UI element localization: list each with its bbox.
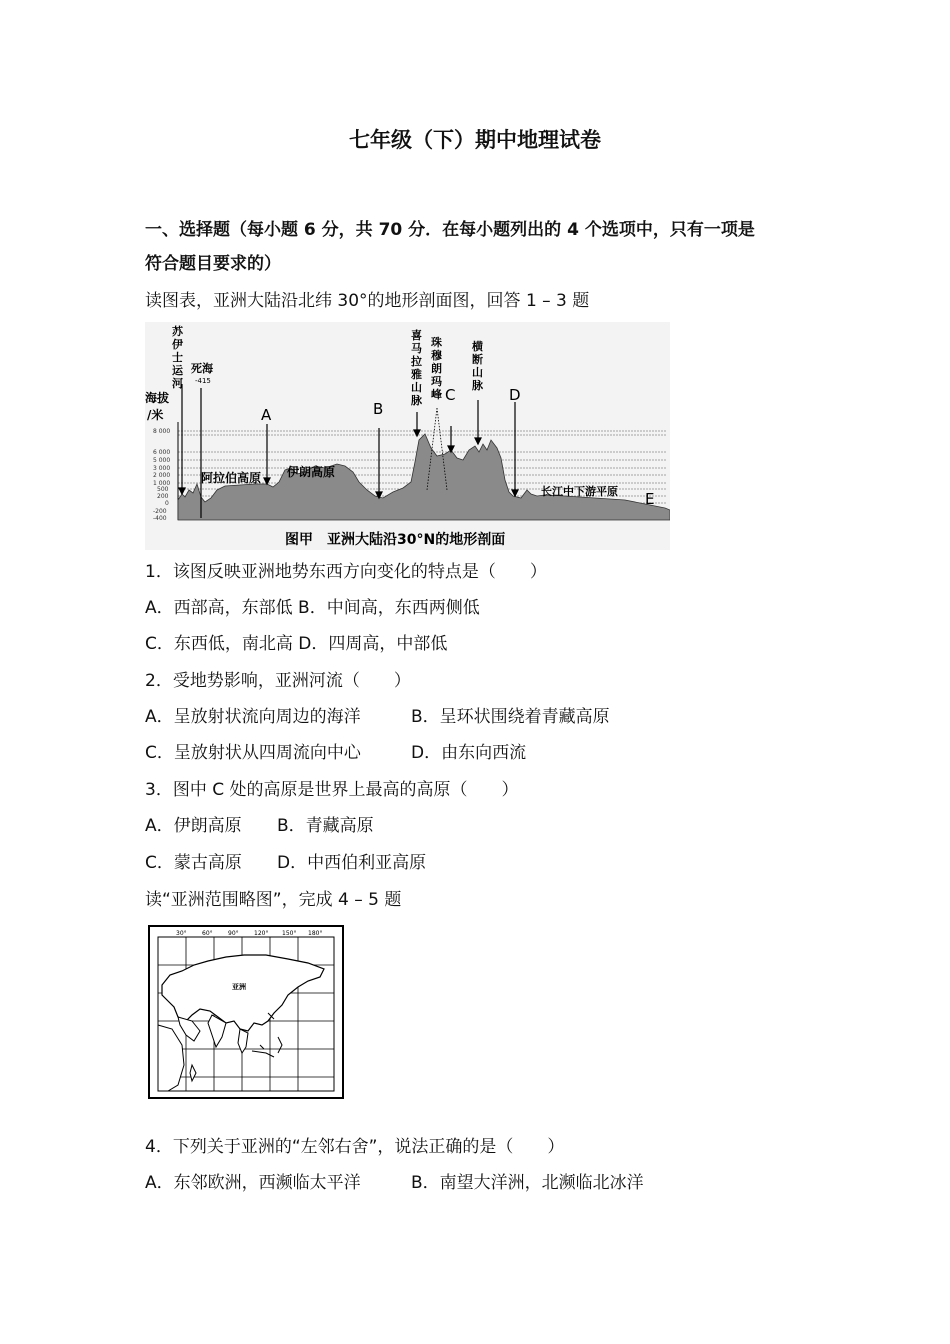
svg-text:伊: 伊 (172, 338, 183, 351)
svg-text:山: 山 (411, 381, 422, 394)
q4-options-ab (145, 1172, 644, 1194)
intro-text-1: 读图表，亚洲大陆沿北纬 30°的地形剖面图，回答 1 – 3 题 (145, 291, 590, 311)
arabian-plateau-label: 阿拉伯高原 (201, 471, 262, 485)
svg-text:60°: 60° (202, 930, 213, 937)
svg-text:拉: 拉 (411, 355, 422, 368)
svg-text:马: 马 (411, 342, 422, 355)
svg-text:断: 断 (472, 353, 483, 366)
q4-option-a: A．东邻欧洲，西濒临太平洋 (145, 1173, 361, 1193)
q4-option-b: B．南望大洋洲，北濒临北冰洋 (411, 1173, 644, 1193)
svg-text:运: 运 (172, 364, 183, 377)
marker-B: B (373, 400, 384, 418)
dead-sea-label: 死海 (191, 362, 213, 375)
marker-E: E (645, 490, 655, 508)
terrain-profile-figure (145, 322, 670, 554)
marker-D: D (509, 386, 521, 404)
q2-options-ab (145, 706, 610, 728)
svg-text:横: 横 (472, 340, 483, 353)
svg-text:峰: 峰 (431, 388, 442, 401)
q4-stem: 4．下列关于亚洲的“左邻右舍”，说法正确的是（ ） (145, 1137, 565, 1157)
intro-text-2: 读“亚洲范围略图”，完成 4 – 5 题 (145, 890, 402, 910)
terrain-profile-chart (145, 322, 670, 550)
q3-option-c: C．蒙古高原 (145, 853, 242, 873)
tick-label: 5 000 (153, 457, 171, 464)
hengduan-label (471, 339, 484, 392)
svg-text:朗: 朗 (431, 362, 442, 375)
tick-label: 0 (165, 500, 169, 507)
svg-text:士: 士 (172, 351, 183, 364)
section-heading (145, 213, 825, 281)
section-heading-line2: 符合题目要求的） (145, 254, 281, 274)
himalaya-label (411, 328, 423, 407)
svg-text:120°: 120° (254, 930, 269, 937)
svg-text:玛: 玛 (431, 375, 442, 388)
svg-text:30°: 30° (176, 930, 187, 937)
svg-text:河: 河 (172, 377, 183, 390)
tick-label: 3 000 (153, 465, 171, 472)
q3-option-b: B．青藏高原 (277, 816, 374, 836)
figure-caption: 图甲 亚洲大陆沿30°N的地形剖面 (285, 532, 506, 548)
q3-stem: 3．图中 C 处的高原是世界上最高的高原（ ） (145, 780, 519, 800)
tick-label: 1 000 (153, 480, 171, 487)
asia-label: 亚洲 (232, 983, 246, 991)
marker-C: C (445, 386, 456, 404)
dead-sea-value: -415 (195, 377, 211, 385)
section-heading-line1: 一、选择题（每小题 6 分，共 70 分．在每小题列出的 4 个选项中，只有一项是 (145, 220, 755, 240)
q3-option-d: D．中西伯利亚高原 (277, 853, 427, 873)
q2-option-c: C．呈放射状从四周流向中心 (145, 743, 361, 763)
svg-text:90°: 90° (228, 930, 239, 937)
tick-label: -200 (153, 508, 167, 515)
tick-label: 500 (157, 486, 169, 493)
q1-option-ab: A．西部高，东部低 B．中间高，东西两侧低 (145, 598, 480, 618)
tick-label: -400 (153, 515, 167, 522)
q2-options-cd (145, 742, 526, 764)
asia-map (148, 925, 344, 1099)
tick-label: 8 000 (153, 428, 171, 435)
svg-text:穆: 穆 (431, 349, 442, 362)
page-title: 七年级（下）期中地理试卷 (349, 128, 601, 152)
marker-A: A (261, 406, 272, 424)
everest-label (431, 335, 442, 401)
svg-text:山: 山 (472, 366, 483, 379)
yaxis-label: 海拔 (145, 391, 170, 405)
q1-stem: 1．该图反映亚洲地势东西方向变化的特点是（ ） (145, 562, 547, 582)
svg-text:脉: 脉 (472, 379, 483, 392)
q2-option-b: B．呈环状围绕着青藏高原 (411, 707, 610, 727)
svg-text:脉: 脉 (411, 394, 422, 407)
svg-text:150°: 150° (282, 930, 297, 937)
q2-option-a: A．呈放射状流向周边的海洋 (145, 707, 361, 727)
svg-text:喜: 喜 (411, 329, 422, 342)
q1-option-cd: C．东西低，南北高 D．四周高，中部低 (145, 634, 448, 654)
suez-canal-label (172, 324, 184, 390)
svg-text:珠: 珠 (431, 336, 442, 349)
q3-options-cd (145, 852, 426, 874)
tick-label: 2 000 (153, 472, 171, 479)
svg-text:雅: 雅 (411, 368, 422, 381)
q2-option-d: D．由东向西流 (411, 743, 527, 763)
svg-text:180°: 180° (308, 930, 323, 937)
svg-text:苏: 苏 (172, 325, 183, 338)
iran-plateau-label: 伊朗高原 (287, 465, 336, 479)
tick-label: 200 (157, 493, 169, 500)
asia-map-figure (148, 925, 344, 1103)
yangtze-plain-label: 长江中下游平原 (541, 485, 618, 498)
tick-label: 6 000 (153, 449, 171, 456)
q3-options-ab (145, 815, 374, 837)
q3-option-a: A．伊朗高原 (145, 816, 242, 836)
yaxis-unit: /米 (147, 408, 164, 422)
q2-stem: 2．受地势影响，亚洲河流（ ） (145, 671, 411, 691)
